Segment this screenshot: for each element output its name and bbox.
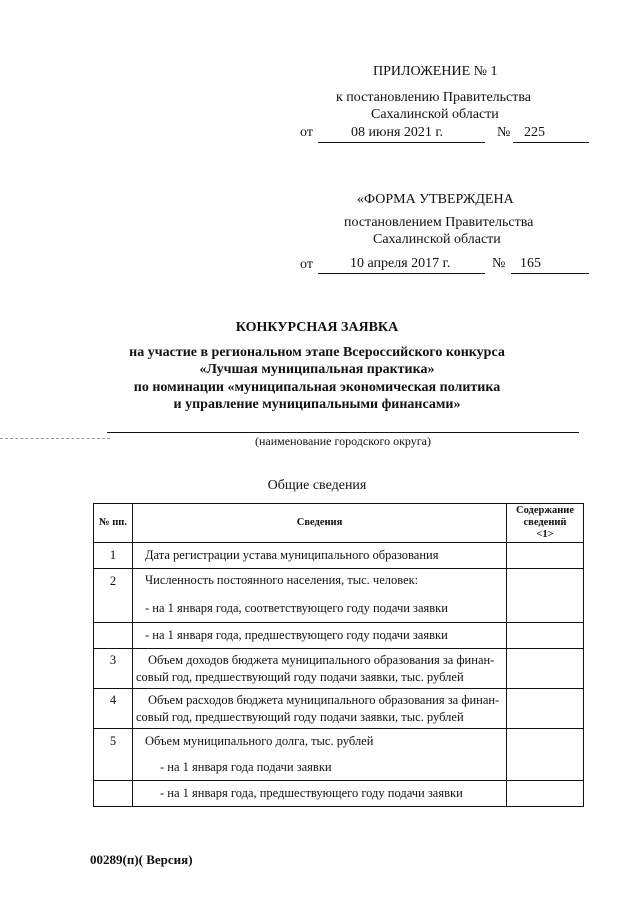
row-value-cell[interactable] <box>507 729 584 781</box>
table-subrow <box>94 781 584 807</box>
row-number: 3 <box>94 649 133 689</box>
header-num: № пп. <box>94 504 133 543</box>
row-subtext: - на 1 января года, предшествующего году подачи заявки <box>133 781 507 807</box>
appendix-from-label: от <box>300 125 313 140</box>
appendix-title: ПРИЛОЖЕНИЕ № 1 <box>373 64 498 79</box>
row-number-continuation <box>94 781 133 807</box>
row-text <box>133 689 507 729</box>
scan-artifact-line <box>0 438 110 439</box>
table-header-row <box>94 504 584 543</box>
header-info: Сведения <box>133 504 507 543</box>
section-title: Общие сведения <box>267 478 367 493</box>
row-text-line-1: Объем доходов бюджета муниципального образования за финан- <box>148 652 495 667</box>
row-number: 1 <box>94 543 133 569</box>
table-row <box>94 649 584 689</box>
approved-date: 10 апреля 2017 г. <box>350 256 451 271</box>
row-text-line-2: совый год, предшествующий году подачи заявки, тыс. рублей <box>136 709 464 724</box>
header-content-label: Содержание сведений <1> <box>516 505 574 540</box>
row-number: 2 <box>94 569 133 623</box>
footer-code: 00289(п)( Версия) <box>90 852 193 867</box>
row-number: 5 <box>94 729 133 781</box>
row-text-line-2: совый год, предшествующий году подачи заявки, тыс. рублей <box>136 669 464 684</box>
appendix-number-label: № <box>497 125 511 140</box>
row-subtext: - на 1 января года, предшествующего году подачи заявки <box>133 623 507 649</box>
heading-line-2: «Лучшая муниципальная практика» <box>199 362 435 377</box>
row-text: Объем муниципального долга, тыс. рублей <box>133 729 507 755</box>
row-subtext: - на 1 января года подачи заявки <box>133 755 507 781</box>
approved-number: 165 <box>520 256 541 271</box>
row-text: Численность постоянного населения, тыс. человек: <box>133 569 507 595</box>
row-value-cell[interactable] <box>507 781 584 807</box>
table-row <box>94 543 584 569</box>
table-subrow <box>94 623 584 649</box>
row-value-cell[interactable] <box>507 543 584 569</box>
row-value-cell[interactable] <box>507 569 584 623</box>
approved-number-label: № <box>492 256 506 271</box>
row-text-line-1: Объем расходов бюджета муниципального образования за финан- <box>148 692 500 707</box>
row-subtext: - на 1 января года, соответствующего году подачи заявки <box>133 595 507 623</box>
heading-title: КОНКУРСНАЯ ЗАЯВКА <box>235 320 399 335</box>
row-number: 4 <box>94 689 133 729</box>
approved-line-2: Сахалинской области <box>373 232 501 247</box>
table-row <box>94 569 584 595</box>
appendix-number: 225 <box>524 125 545 140</box>
appendix-date: 08 июня 2021 г. <box>351 125 444 140</box>
row-value-cell[interactable] <box>507 689 584 729</box>
heading-line-4: и управление муниципальными финансами» <box>173 397 461 412</box>
header-content <box>507 504 584 543</box>
heading-line-3: по номинации «муниципальная экономическая политика <box>133 380 501 395</box>
district-name-line <box>107 431 579 433</box>
table-row <box>94 729 584 755</box>
approved-title: «ФОРМА УТВЕРЖДЕНА <box>357 192 514 207</box>
approved-from-label: от <box>300 257 313 272</box>
district-caption: (наименование городского округа) <box>255 434 431 448</box>
row-value-cell[interactable] <box>507 649 584 689</box>
appendix-line-1: к постановлению Правительства <box>336 90 532 105</box>
heading-line-1: на участие в региональном этапе Всероссийского конкурса <box>129 345 505 360</box>
row-value-cell[interactable] <box>507 623 584 649</box>
row-number-continuation <box>94 623 133 649</box>
approved-line-1: постановлением Правительства <box>344 215 534 230</box>
general-info-table <box>93 503 584 807</box>
row-text: Дата регистрации устава муниципального образования <box>133 543 507 569</box>
row-text <box>133 649 507 689</box>
appendix-line-2: Сахалинской области <box>371 107 499 122</box>
table-row <box>94 689 584 729</box>
